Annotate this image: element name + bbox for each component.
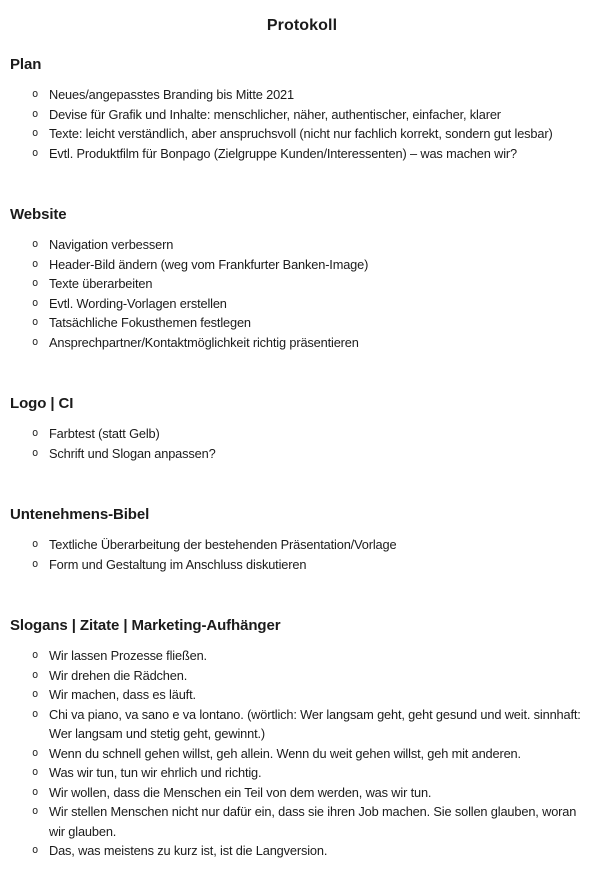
bullet-list	[10, 85, 594, 163]
list-item-text: Ansprechpartner/Kontaktmöglichkeit richtig präsentieren	[49, 334, 359, 350]
list-item-text: Form und Gestaltung im Anschluss diskutieren	[49, 556, 307, 572]
list-item-text: Texte überarbeiten	[49, 276, 153, 291]
bullet-icon: o	[32, 446, 39, 459]
list-item	[10, 85, 594, 105]
list-item-text: Schrift und Slogan anpassen?	[49, 445, 216, 461]
bullet-icon: o	[32, 688, 39, 700]
bullet-icon: o	[32, 707, 39, 720]
document-section	[10, 205, 594, 352]
list-item	[10, 705, 594, 744]
list-item-text: Das, was meistens zu kurz ist, ist die Langversion.	[49, 843, 328, 858]
list-item-text: Evtl. Wording-Vorlagen erstellen	[49, 295, 227, 311]
list-item	[10, 105, 594, 125]
bullet-icon: o	[32, 88, 39, 100]
section-heading: Plan	[10, 56, 42, 73]
bullet-icon: o	[32, 427, 39, 439]
bullet-icon: o	[32, 296, 39, 309]
bullet-icon: o	[32, 844, 39, 856]
list-item	[10, 555, 594, 575]
page-title: Protokoll	[266, 17, 338, 34]
list-item	[10, 685, 594, 705]
list-item	[10, 783, 594, 803]
list-item-text: Wir machen, dass es läuft.	[49, 687, 196, 702]
bullet-list	[10, 646, 594, 861]
list-item-text: Wir drehen die Rädchen.	[49, 667, 188, 683]
list-item	[10, 841, 594, 861]
list-item	[10, 294, 594, 314]
bullet-icon: o	[32, 668, 39, 681]
list-item	[10, 646, 594, 666]
list-item-text: Navigation verbessern	[49, 237, 174, 252]
bullet-icon: o	[32, 257, 39, 270]
list-item	[10, 444, 594, 464]
list-item-text: Texte: leicht verständlich, aber anspruchsvoll (nicht nur fachlich korrekt, sondern gut lesbar)	[49, 126, 553, 141]
bullet-icon: o	[32, 107, 39, 120]
section-heading: Untenehmens-Bibel	[10, 506, 150, 523]
list-item	[10, 274, 594, 294]
list-item-text: Neues/angepasstes Branding bis Mitte 2021	[49, 87, 294, 102]
bullet-icon: o	[32, 335, 39, 348]
bullet-icon: o	[32, 649, 39, 661]
list-item-text: Wir wollen, dass die Menschen ein Teil von dem werden, was wir tun.	[49, 784, 432, 800]
list-item-text: Textliche Überarbeitung der bestehenden Präsentation/Vorlage	[49, 537, 397, 552]
bullet-icon: o	[32, 316, 39, 328]
bullet-icon: o	[32, 557, 39, 570]
bullet-icon: o	[32, 127, 39, 139]
section-heading: Logo | CI	[10, 395, 74, 412]
document-section	[10, 505, 594, 574]
section-heading: Slogans | Zitate | Marketing-Aufhänger	[10, 617, 281, 634]
list-item-text: Devise für Grafik und Inhalte: menschlicher, näher, authentischer, einfacher, klarer	[49, 106, 501, 122]
list-item-text: Was wir tun, tun wir ehrlich und richtig.	[49, 765, 262, 780]
document-section	[10, 55, 594, 163]
list-item	[10, 144, 594, 164]
list-item	[10, 666, 594, 686]
section-heading: Website	[10, 206, 67, 223]
list-item	[10, 535, 594, 555]
list-item	[10, 744, 594, 764]
bullet-icon: o	[32, 746, 39, 759]
bullet-icon: o	[32, 538, 39, 550]
bullet-icon: o	[32, 238, 39, 250]
list-item-text: Farbtest (statt Gelb)	[49, 426, 160, 441]
list-item-text: Header-Bild ändern (weg vom Frankfurter Banken-Image)	[49, 256, 369, 272]
list-item-text: Evtl. Produktfilm für Bonpago (Zielgruppe Kunden/Interessenten) – was machen wir?	[49, 145, 517, 161]
document-sections	[10, 55, 594, 861]
list-item-text: Wenn du schnell gehen willst, geh allein. Wenn du weit gehen willst, geh mit anderen.	[49, 745, 521, 761]
list-item	[10, 235, 594, 255]
list-item	[10, 802, 594, 841]
bullet-list	[10, 235, 594, 352]
bullet-icon: o	[32, 766, 39, 778]
list-item	[10, 424, 594, 444]
list-item	[10, 763, 594, 783]
list-item	[10, 124, 594, 144]
bullet-list	[10, 535, 594, 574]
list-item-text: Wir lassen Prozesse fließen.	[49, 648, 207, 663]
bullet-list	[10, 424, 594, 463]
list-item	[10, 333, 594, 353]
list-item-text: Tatsächliche Fokusthemen festlegen	[49, 315, 251, 330]
bullet-icon: o	[32, 146, 39, 159]
bullet-icon: o	[32, 805, 39, 817]
list-item-text: Chi va piano, va sano e va lontano. (wörtlich: Wer langsam geht, geht gesund und weit. sinnhaft: Wer langsam und stetig geht, gewinnt.)	[49, 706, 581, 741]
document-section	[10, 394, 594, 463]
list-item	[10, 255, 594, 275]
list-item-text: Wir stellen Menschen nicht nur dafür ein, dass sie ihren Job machen. Sie sollen glauben, woran wir glauben.	[49, 804, 577, 839]
bullet-icon: o	[32, 785, 39, 798]
list-item	[10, 313, 594, 333]
bullet-icon: o	[32, 277, 39, 289]
document-section	[10, 616, 594, 861]
